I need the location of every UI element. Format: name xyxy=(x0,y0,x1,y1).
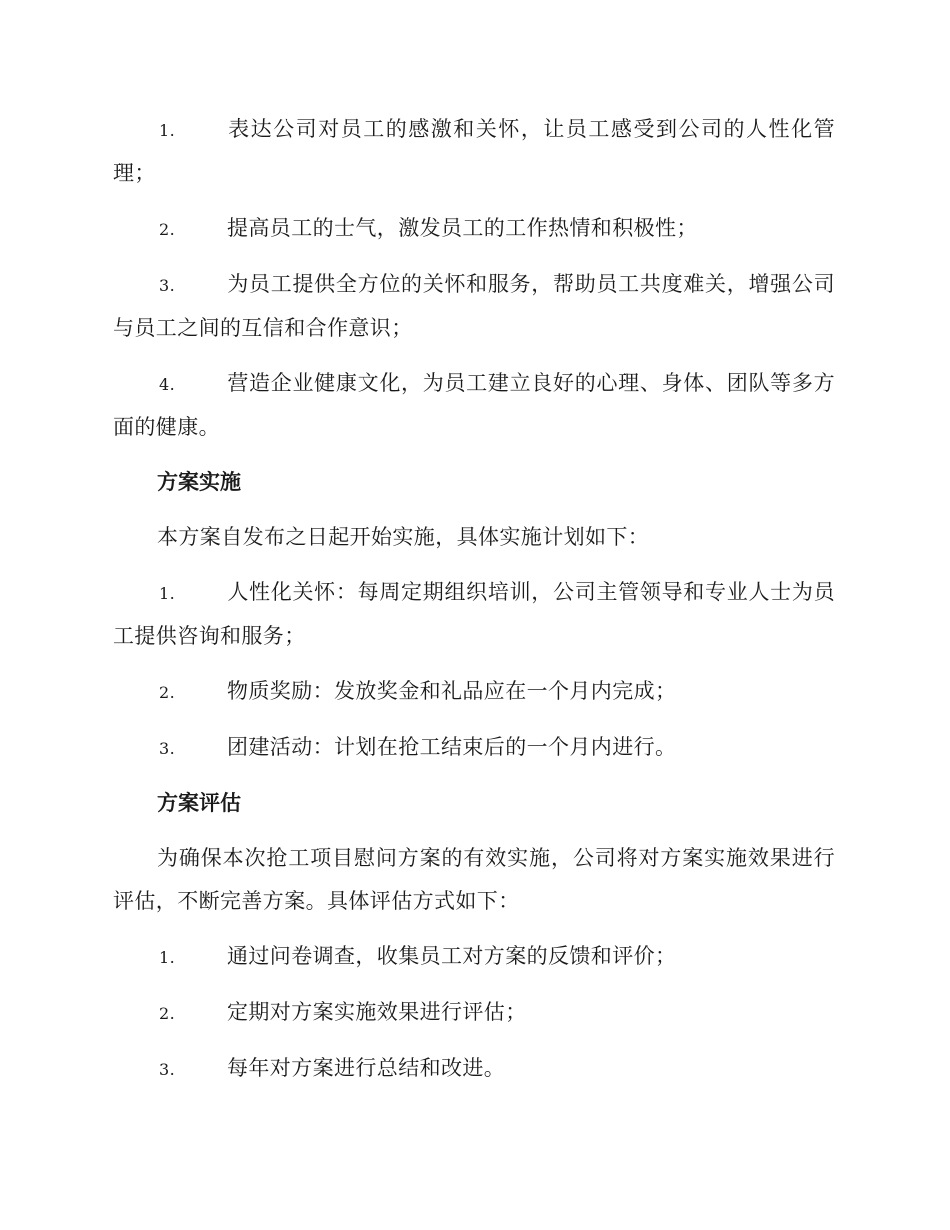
list-number: 4. xyxy=(159,375,176,394)
list-item xyxy=(113,935,835,979)
section-heading-implementation: 方案实施 xyxy=(157,470,241,494)
list-number: 3. xyxy=(159,276,176,295)
list-number: 1. xyxy=(159,584,176,603)
evaluation-intro: 为确保本次抢工项目慰问方案的有效实施，公司将对方案实施效果进行评估，不断完善方案。具体评估方式如下： xyxy=(113,846,835,913)
list-text: 定期对方案实施效果进行评估； xyxy=(227,1000,527,1024)
list-number: 3. xyxy=(159,739,176,758)
list-text: 提高员工的士气，激发员工的工作热情和积极性； xyxy=(227,216,698,240)
list-number: 1. xyxy=(159,121,176,140)
goals-list xyxy=(113,108,835,449)
list-number: 1. xyxy=(159,948,176,967)
evaluation-list xyxy=(113,935,835,1091)
list-number: 3. xyxy=(159,1060,176,1079)
implementation-list xyxy=(113,571,835,770)
document-body xyxy=(113,108,835,1103)
list-number: 2. xyxy=(159,1004,176,1023)
list-text: 营造企业健康文化，为员工建立良好的心理、身体、团队等多方面的健康。 xyxy=(113,371,835,439)
list-text: 通过问卷调查，收集员工对方案的反馈和评价； xyxy=(227,944,677,968)
list-text: 表达公司对员工的感激和关怀，让员工感受到公司的人性化管理； xyxy=(113,117,835,185)
list-text: 为员工提供全方位的关怀和服务，帮助员工共度难关，增强公司与员工之间的互信和合作意识； xyxy=(113,272,835,340)
list-item xyxy=(113,263,835,350)
list-text: 每年对方案进行总结和改进。 xyxy=(227,1056,506,1080)
list-item xyxy=(113,108,835,195)
list-item xyxy=(113,991,835,1035)
section-heading-evaluation: 方案评估 xyxy=(157,791,241,815)
list-text: 团建活动：计划在抢工结束后的一个月内进行。 xyxy=(227,735,677,759)
implementation-intro: 本方案自发布之日起开始实施，具体实施计划如下： xyxy=(157,525,650,549)
list-number: 2. xyxy=(159,683,176,702)
list-text: 物质奖励：发放奖金和礼品应在一个月内完成； xyxy=(227,679,677,703)
list-item xyxy=(113,1047,835,1091)
list-item xyxy=(113,207,835,251)
list-item xyxy=(113,571,835,658)
list-text: 人性化关怀：每周定期组织培训，公司主管领导和专业人士为员工提供咨询和服务； xyxy=(113,580,835,648)
list-item xyxy=(113,670,835,714)
list-item xyxy=(113,726,835,770)
list-item xyxy=(113,362,835,449)
list-number: 2. xyxy=(159,220,176,239)
